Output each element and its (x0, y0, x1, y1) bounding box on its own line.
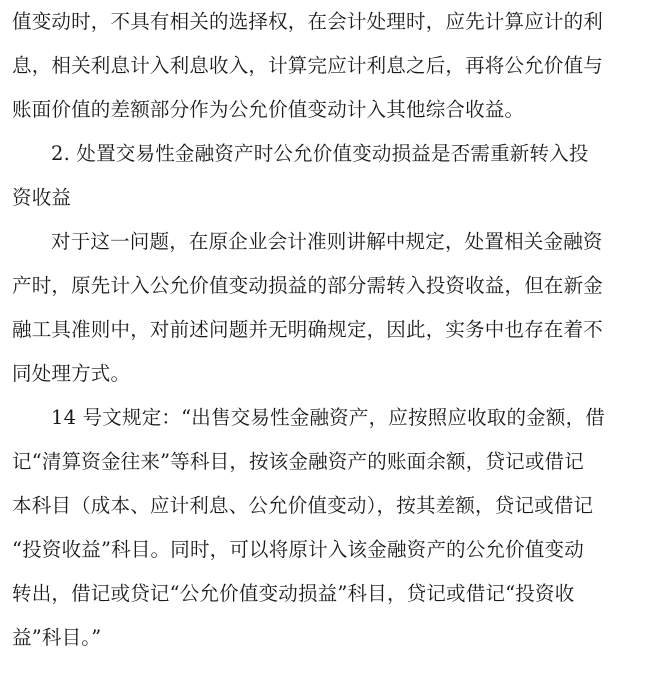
text-line-6: 对于这一问题，在原企业会计准则讲解中规定，处置相关金融资 (51, 230, 603, 253)
text-line-12: 本科目（成本、应计利息、公允价值变动），按其差额，贷记或借记 (12, 494, 594, 517)
section-heading-line-2: 资收益 (12, 186, 72, 209)
text-line-3: 账面价值的差额部分作为公允价值变动计入其他综合收益。 (12, 98, 525, 121)
text-line-7: 产时，原先计入公允价值变动损益的部分需转入投资收益，但在新金 (12, 274, 604, 297)
text-line-8: 融工具准则中，对前述问题并无明确规定，因此，实务中也存在着不 (12, 318, 604, 341)
text-line-13: “投资收益”科目。同时，可以将原计入该金融资产的公允价值变动 (12, 538, 584, 561)
section-heading-line-1: 2. 处置交易性金融资产时公允价值变动损益是否需重新转入投 (51, 142, 589, 165)
text-line-9: 同处理方式。 (12, 362, 131, 385)
text-line-15: 益”科目。” (12, 626, 102, 649)
text-line-2: 息，相关利息计入利息收入，计算完应计利息之后，再将公允价值与 (12, 54, 604, 77)
text-line-11: 记“清算资金往来”等科目，按该金融资产的账面余额，贷记或借记 (12, 450, 584, 473)
text-line-14: 转出，借记或贷记“公允价值变动损益”科目，贷记或借记“投资收 (12, 582, 575, 605)
text-line-1: 值变动时，不具有相关的选择权，在会计处理时，应先计算应计的利 (12, 10, 604, 33)
text-line-10: 14 号文规定：“出售交易性金融资产，应按照应收取的金额，借 (51, 406, 605, 429)
